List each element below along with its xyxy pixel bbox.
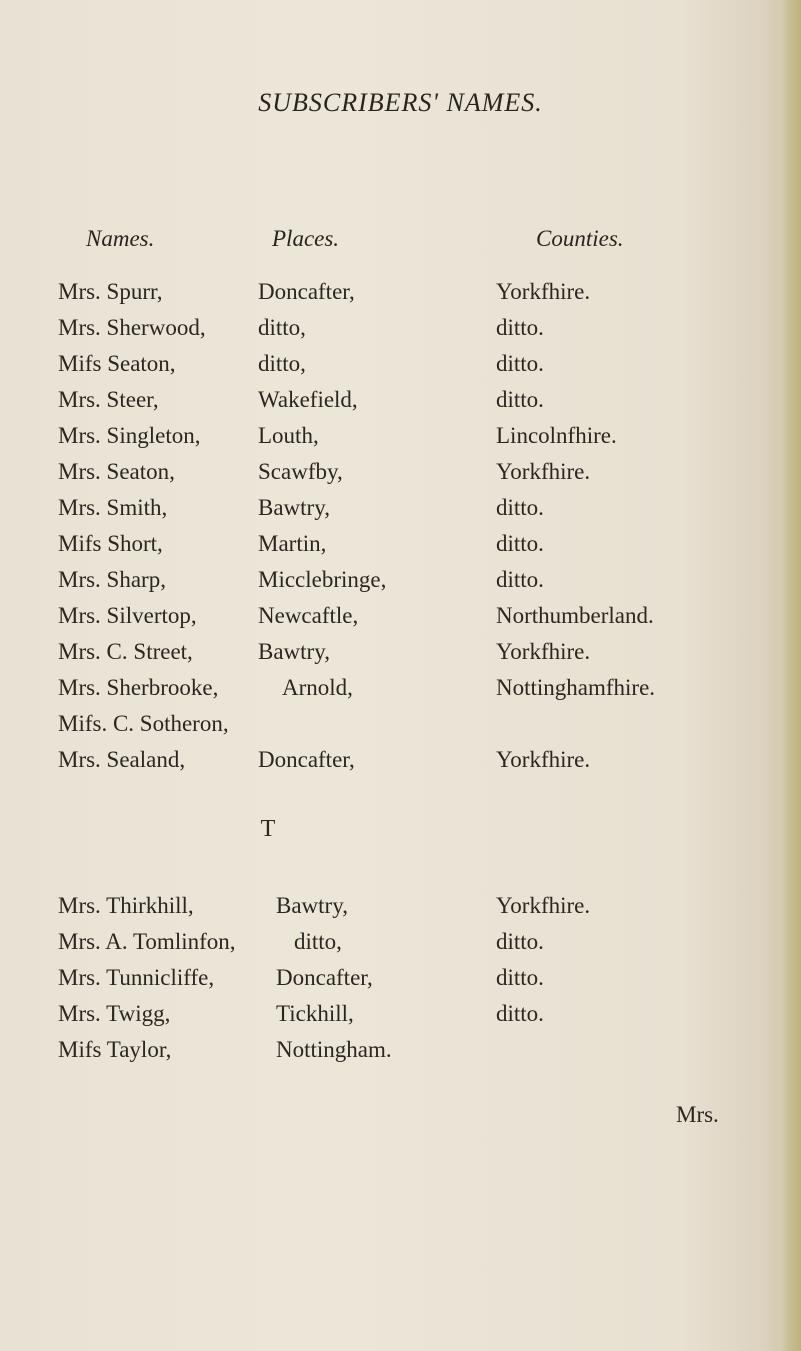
subscriber-name: Mrs. A. Tomlinfon, xyxy=(58,929,236,954)
subscriber-row xyxy=(0,742,801,778)
subscriber-place: Newcaftle, xyxy=(258,603,359,628)
subscriber-name: Mifs. C. Sotheron, xyxy=(58,711,229,736)
subscriber-name: Mrs. Steer, xyxy=(58,387,159,412)
subscriber-place: Bawtry, xyxy=(258,495,330,520)
subscriber-county: Northumberland. xyxy=(496,603,654,628)
subscriber-row xyxy=(0,526,801,562)
subscriber-place: Doncafter, xyxy=(258,747,355,772)
subscriber-county: ditto. xyxy=(496,387,544,412)
subscriber-row xyxy=(0,382,801,418)
subscriber-name: Mifs Taylor, xyxy=(58,1037,172,1062)
subscriber-county: ditto. xyxy=(496,315,544,340)
subscriber-row xyxy=(0,562,801,598)
subscriber-county: Yorkfhire. xyxy=(496,893,591,918)
subscriber-county: ditto. xyxy=(496,1001,544,1026)
subscriber-county: Yorkfhire. xyxy=(496,639,591,664)
subscriber-place: Doncafter, xyxy=(276,965,373,990)
subscriber-name: Mrs. Tunnicliffe, xyxy=(58,965,215,990)
subscriber-name: Mrs. Seaton, xyxy=(58,459,175,484)
subscriber-name: Mrs. C. Street, xyxy=(58,639,193,664)
subscriber-county: Yorkfhire. xyxy=(496,279,591,304)
subscriber-name: Mrs. Silvertop, xyxy=(58,603,197,628)
subscriber-name: Mrs. Singleton, xyxy=(58,423,201,448)
column-header-names: Names. xyxy=(86,226,155,251)
subscriber-name: Mrs. Sharp, xyxy=(58,567,166,592)
subscriber-place: Bawtry, xyxy=(276,893,348,918)
subscriber-name: Mrs. Smith, xyxy=(58,495,168,520)
subscriber-county: ditto. xyxy=(496,929,544,954)
column-header-counties: Counties. xyxy=(536,226,624,251)
subscriber-place: Nottingham. xyxy=(276,1037,392,1062)
subscriber-place: Wakefield, xyxy=(258,387,358,412)
subscriber-row xyxy=(0,996,801,1032)
subscriber-place: ditto, xyxy=(258,351,306,376)
subscriber-place: Micclebringe, xyxy=(258,567,387,592)
subscriber-name: Mrs. Spurr, xyxy=(58,279,163,304)
subscriber-place: Martin, xyxy=(258,531,327,556)
subscriber-name: Mrs. Thirkhill, xyxy=(58,893,194,918)
subscriber-place: Tickhill, xyxy=(276,1001,354,1026)
section-letter: T xyxy=(260,816,276,842)
subscriber-row xyxy=(0,274,801,310)
subscriber-county: Lincolnfhire. xyxy=(496,423,617,448)
subscriber-place: Louth, xyxy=(258,423,319,448)
subscriber-place: Bawtry, xyxy=(258,639,330,664)
column-header-places: Places. xyxy=(272,226,340,251)
subscriber-county: ditto. xyxy=(496,495,544,520)
subscriber-row xyxy=(0,888,801,924)
subscriber-row xyxy=(0,418,801,454)
subscriber-county: ditto. xyxy=(496,965,544,990)
subscriber-row xyxy=(0,670,801,706)
subscriber-row xyxy=(0,960,801,996)
subscriber-place: Scawfby, xyxy=(258,459,343,484)
catchword: Mrs. xyxy=(676,1102,719,1127)
subscriber-row xyxy=(0,1032,801,1068)
subscriber-row xyxy=(0,490,801,526)
subscriber-name: Mifs Short, xyxy=(58,531,163,556)
subscriber-name: Mrs. Sherbrooke, xyxy=(58,675,219,700)
subscriber-place: Doncafter, xyxy=(258,279,355,304)
subscriber-county: ditto. xyxy=(496,567,544,592)
subscriber-county: ditto. xyxy=(496,531,544,556)
subscriber-county: Yorkfhire. xyxy=(496,459,591,484)
subscriber-place: ditto, xyxy=(258,315,306,340)
subscriber-row xyxy=(0,924,801,960)
subscriber-row xyxy=(0,598,801,634)
subscriber-name: Mifs Seaton, xyxy=(58,351,176,376)
subscriber-county: Yorkfhire. xyxy=(496,747,591,772)
page-heading: SUBSCRIBERS' NAMES. xyxy=(258,88,543,117)
subscriber-name: Mrs. Sherwood, xyxy=(58,315,206,340)
subscriber-row xyxy=(0,310,801,346)
subscriber-place: Arnold, xyxy=(282,675,353,700)
subscriber-row xyxy=(0,706,801,742)
subscriber-place: ditto, xyxy=(294,929,342,954)
subscriber-row xyxy=(0,346,801,382)
subscriber-county: ditto. xyxy=(496,351,544,376)
subscriber-county: Nottinghamfhire. xyxy=(496,675,656,700)
subscriber-name: Mrs. Sealand, xyxy=(58,747,186,772)
subscriber-name: Mrs. Twigg, xyxy=(58,1001,171,1026)
subscriber-row xyxy=(0,454,801,490)
subscriber-row xyxy=(0,634,801,670)
